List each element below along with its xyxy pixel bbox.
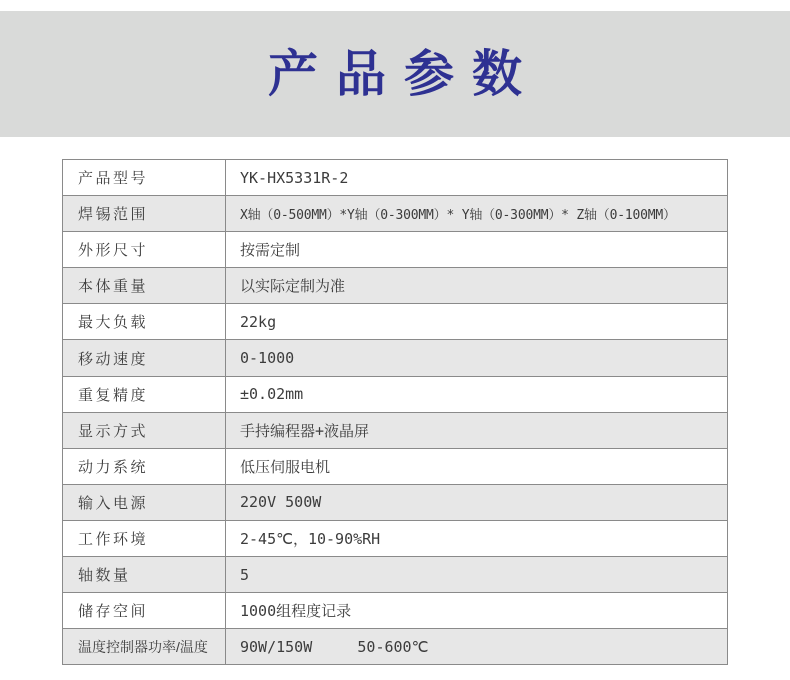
spec-label: 工作环境 [63,520,226,556]
spec-value: 22kg [226,304,728,340]
spec-value: 220V 500W [226,484,728,520]
table-row [63,629,728,665]
spec-value: 手持编程器+液晶屏 [226,412,728,448]
table-row [63,376,728,412]
spec-table-body [63,160,728,665]
spec-label: 输入电源 [63,484,226,520]
table-row [63,268,728,304]
spec-value: YK-HX5331R-2 [226,160,728,196]
spec-table [62,159,728,665]
spec-value: X轴（0-500MM）*Y轴（0-300MM）* Y轴（0-300MM）* Z轴（0-100MM） [226,196,728,232]
spec-value: 按需定制 [226,232,728,268]
spec-label: 本体重量 [63,268,226,304]
spec-label: 重复精度 [63,376,226,412]
table-row [63,557,728,593]
spec-value: 90W/150W 50-600℃ [226,629,728,665]
table-row [63,196,728,232]
table-row [63,520,728,556]
spec-label: 最大负载 [63,304,226,340]
table-row [63,448,728,484]
table-row [63,160,728,196]
spec-value: 低压伺服电机 [226,448,728,484]
spec-label: 产品型号 [63,160,226,196]
spec-label: 焊锡范围 [63,196,226,232]
table-row [63,304,728,340]
spec-label: 轴数量 [63,557,226,593]
spec-label: 储存空间 [63,593,226,629]
table-row [63,593,728,629]
spec-value: 2-45℃，10-90%RH [226,520,728,556]
spec-value: 1000组程度记录 [226,593,728,629]
spec-value: ±0.02mm [226,376,728,412]
spec-label: 温度控制器功率/温度 [63,629,226,665]
table-row [63,232,728,268]
spec-label: 显示方式 [63,412,226,448]
spec-value: 以实际定制为准 [226,268,728,304]
spec-label: 移动速度 [63,340,226,376]
spec-value: 0-1000 [226,340,728,376]
table-row [63,340,728,376]
spec-label: 外形尺寸 [63,232,226,268]
page-header-band [0,11,790,137]
spec-value: 5 [226,557,728,593]
table-row [63,412,728,448]
page-title: 产品参数 [268,46,540,102]
table-row [63,484,728,520]
spec-label: 动力系统 [63,448,226,484]
